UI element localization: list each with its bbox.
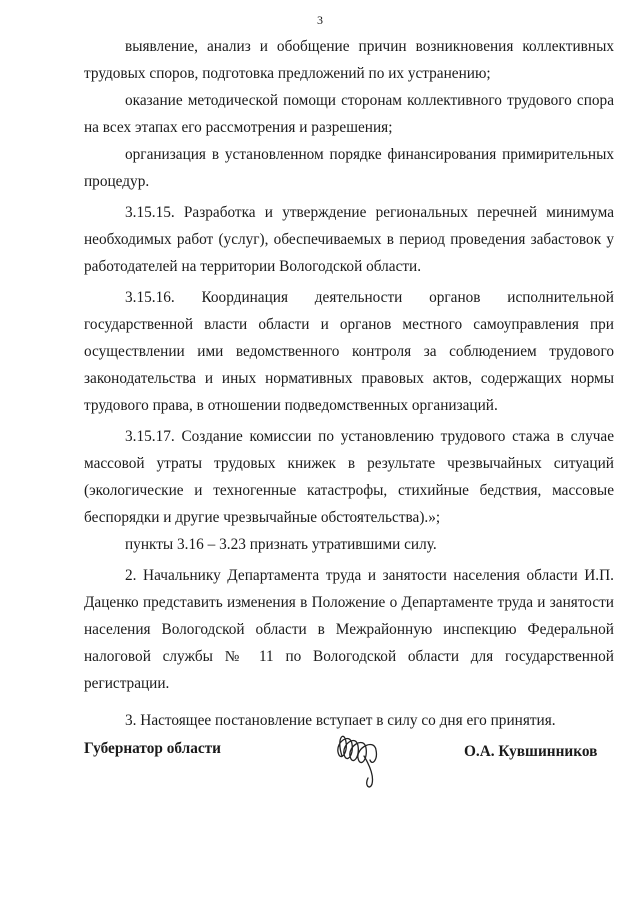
paragraph: 3.15.17. Создание комиссии по установлению трудового стажа в случае массовой утраты трудовых книжек в результате чрезвычайных ситуаций (экологические и техногенные катастрофы, стихийные бедствия, массовые беспорядки и другие чрезвычайные обстоятельства).»;	[84, 428, 614, 526]
paragraph: 3.15.15. Разработка и утверждение региональных перечней минимума необходимых работ (услуг), обеспечиваемых в период проведения забастовок у работодателей на территории Вологодской области.	[84, 204, 614, 275]
signatory-title: Губернатор области	[84, 740, 221, 757]
paragraph: пункты 3.16 – 3.23 признать утратившими силу.	[125, 536, 437, 553]
paragraph: 3. Настоящее постановление вступает в силу со дня его принятия.	[125, 712, 556, 729]
paragraph: 2. Начальнику Департамента труда и занятости населения области И.П. Даценко представить изменения в Положение о Департаменте труда и занятости населения Вологодской области в Межрайонную инспекцию Федеральной налоговой службы № 11 по Вологодской области для государственной регистрации.	[84, 567, 614, 692]
paragraph: выявление, анализ и обобщение причин возникновения коллективных трудовых споров, подготовка предложений по их устранению;	[84, 38, 614, 82]
document-body	[84, 33, 614, 734]
page-number: 3	[317, 13, 323, 27]
paragraph: организация в установленном порядке финансирования примирительных процедур.	[84, 146, 614, 190]
paragraph: оказание методической помощи сторонам коллективного трудового спора на всех этапах его рассмотрения и разрешения;	[84, 92, 614, 136]
signatory-name: О.А. Кувшинников	[464, 743, 598, 760]
paragraph: 3.15.16. Координация деятельности органов исполнительной государственной власти области и органов местного самоуправления при осуществлении ими ведомственного контроля за соблюдением трудового законодательства и иных нормативных правовых актов, содержащих нормы трудового права, в отношении подведомственных организаций.	[84, 289, 614, 414]
handwritten-signature	[330, 726, 400, 792]
